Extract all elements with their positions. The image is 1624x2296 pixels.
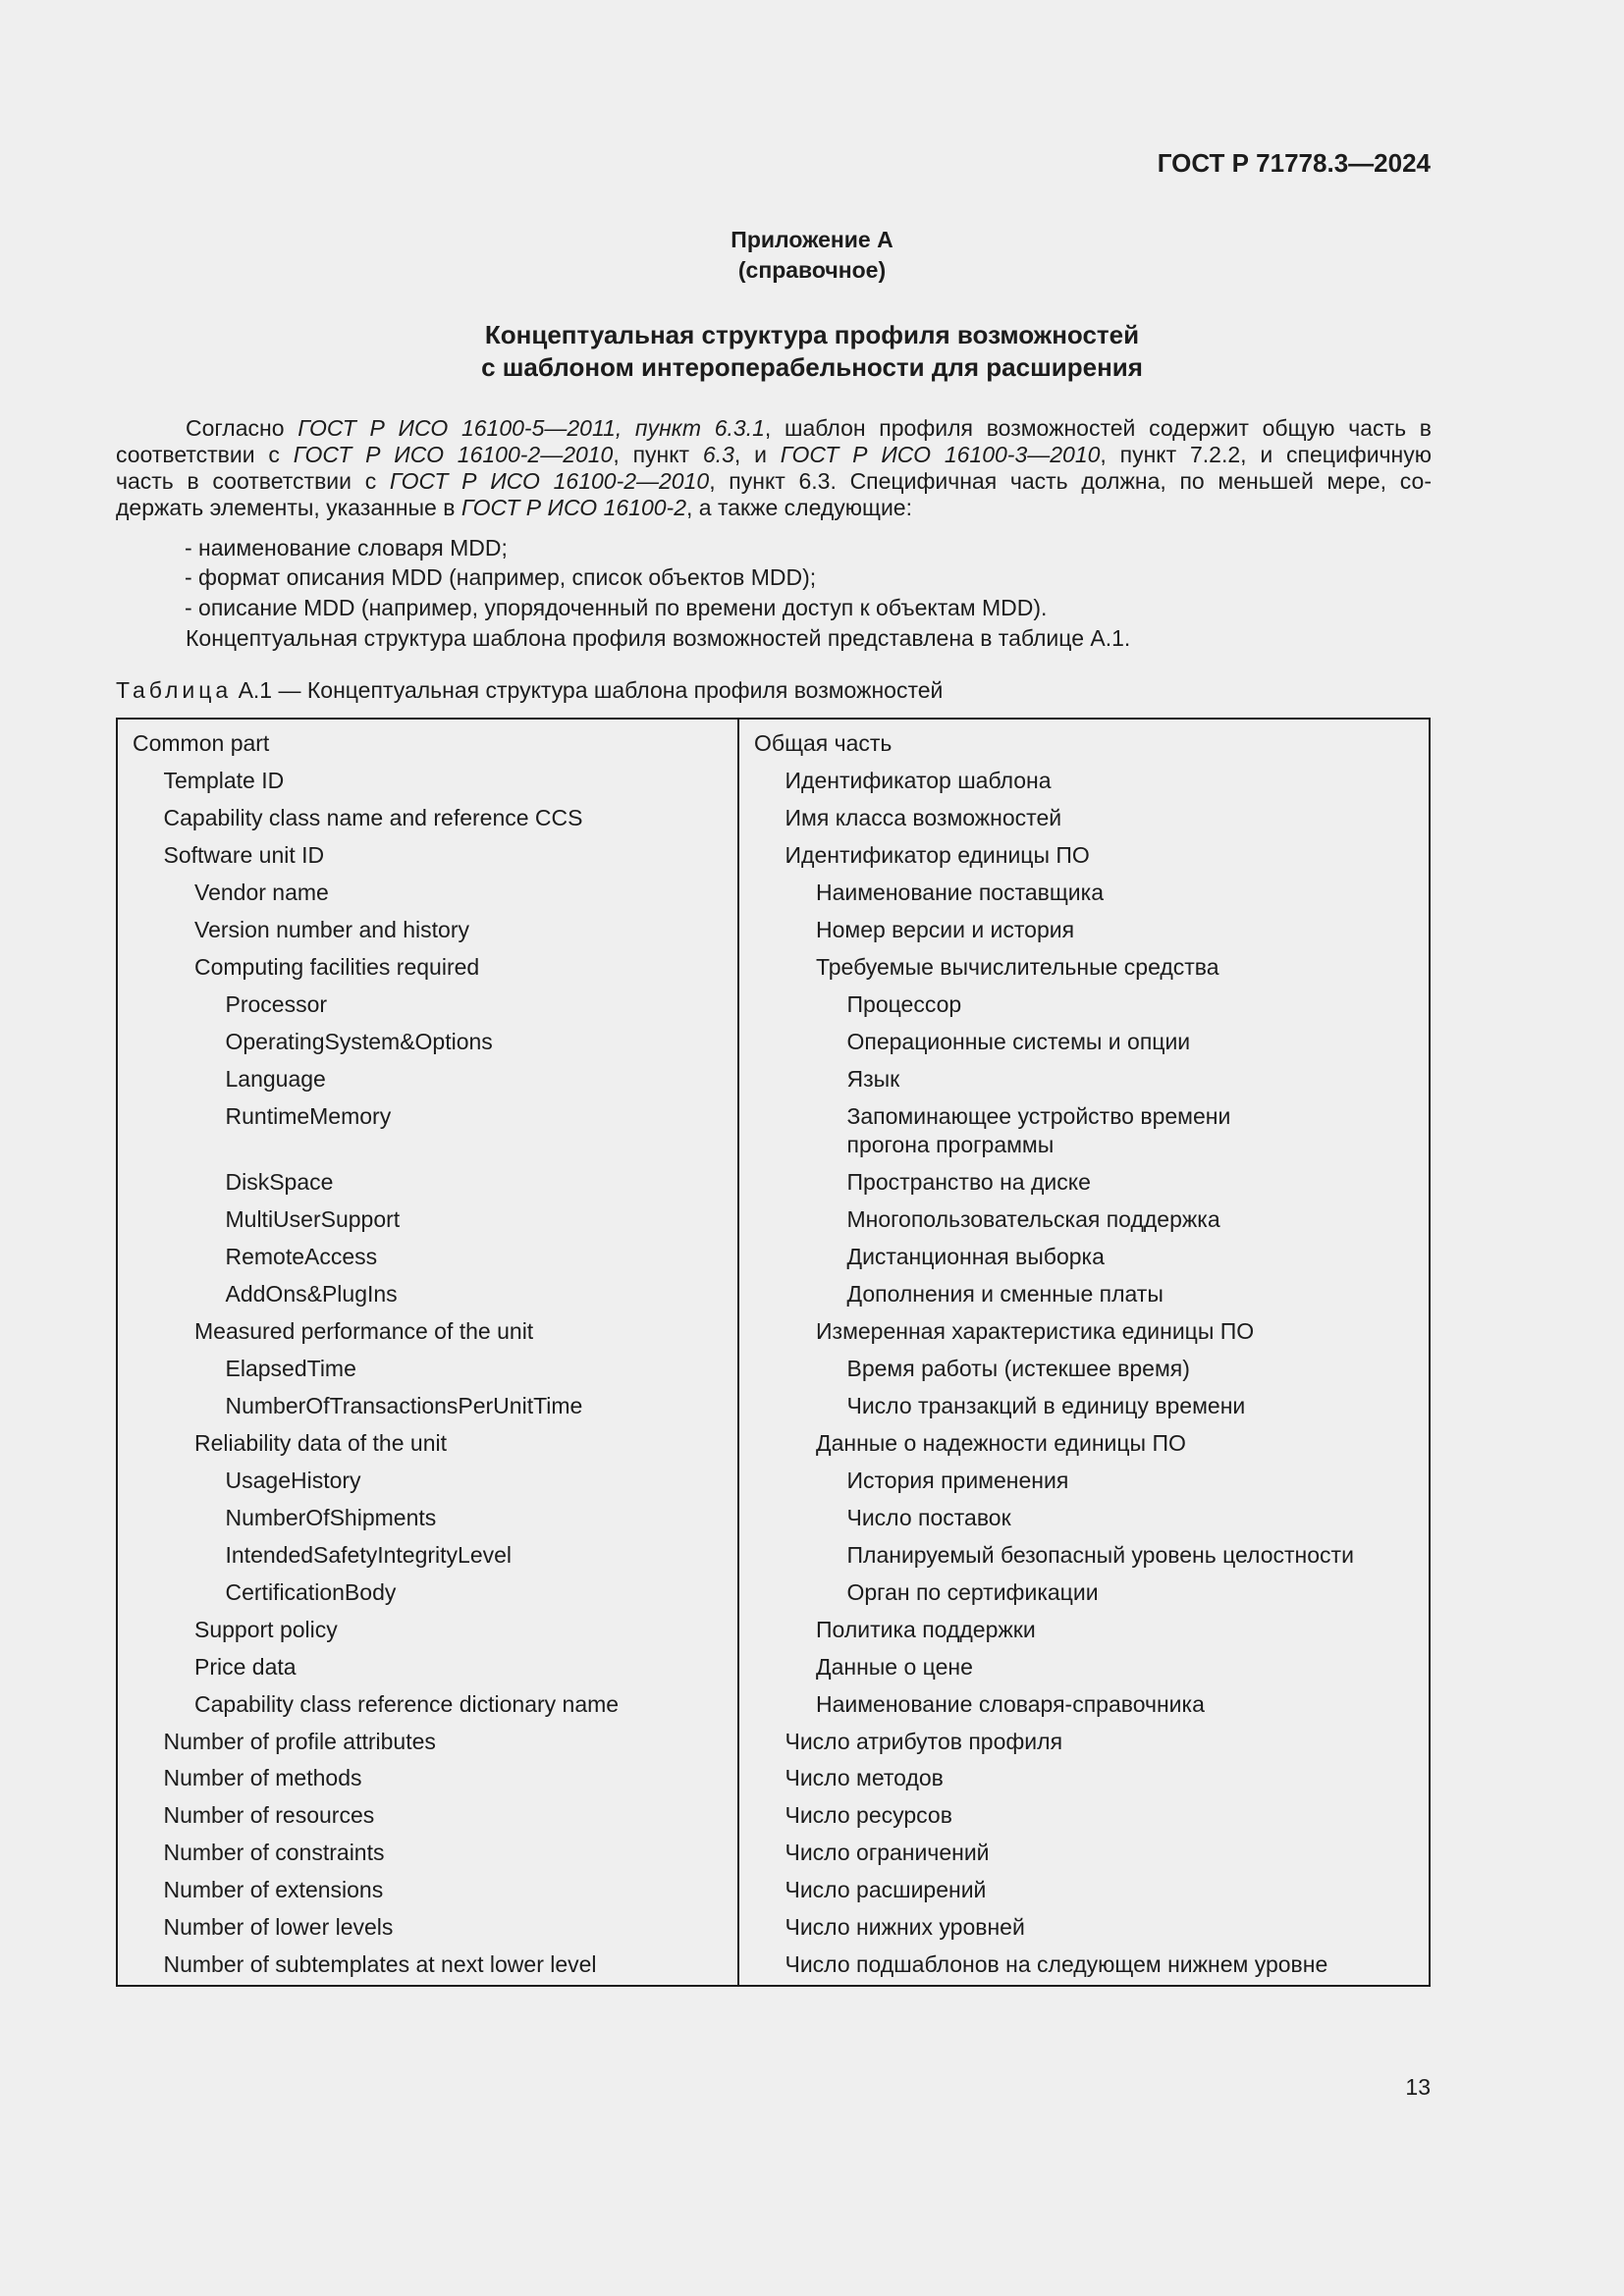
table-cell-ru: Число поставок xyxy=(846,1505,1011,1530)
table-cell-ru: Данные о надежности единицы ПО xyxy=(816,1430,1186,1456)
table-cell-ru: Планируемый безопасный уровень целостности xyxy=(846,1542,1354,1568)
table-cell-ru: Число ресурсов xyxy=(785,1802,952,1828)
table-cell-ru: Политика поддержки xyxy=(816,1617,1036,1642)
page-number: 13 xyxy=(1405,2074,1431,2100)
table-cell-ru: Наименование словаря-справочника xyxy=(816,1691,1205,1717)
table-cell-ru: Дистанционная выборка xyxy=(846,1244,1105,1269)
table-cell-en: Number of profile attributes xyxy=(163,1729,436,1754)
paragraph-1-line-2: соответствии с ГОСТ Р ИСО 16100-2—2010, пункт 6.3, и ГОСТ Р ИСО 16100-3—2010, пункт 7.2.2, и специфичную xyxy=(116,442,1432,467)
table-cell-en: Capability class name and reference CCS xyxy=(163,805,583,830)
annex-title: Приложение А xyxy=(731,227,893,252)
table-cell-en: Support policy xyxy=(194,1617,338,1642)
table-cell-en: UsageHistory xyxy=(225,1468,361,1493)
table-cell-en: Language xyxy=(225,1066,326,1092)
table-cell-en: NumberOfShipments xyxy=(225,1505,437,1530)
table-cell-ru: Число расширений xyxy=(785,1877,987,1902)
table-cell-en: RemoteAccess xyxy=(225,1244,378,1269)
table-cell-en: DiskSpace xyxy=(225,1169,334,1195)
annex-type: (справочное) xyxy=(737,257,887,283)
table-cell-en: Number of extensions xyxy=(163,1877,384,1902)
table-cell-en: AddOns&PlugIns xyxy=(225,1281,398,1307)
table-cell-en: IntendedSafetyIntegrityLevel xyxy=(225,1542,513,1568)
table-cell-ru: Операционные системы и опции xyxy=(846,1029,1191,1054)
table-cell-en: RuntimeMemory xyxy=(225,1103,392,1129)
table-cell-en: Template ID xyxy=(163,768,285,793)
table-cell-en: ElapsedTime xyxy=(225,1356,356,1381)
table-cell-en: Number of methods xyxy=(163,1765,362,1790)
table-cell-ru: Имя класса возможностей xyxy=(785,805,1062,830)
table-cell-en: NumberOfTransactionsPerUnitTime xyxy=(225,1393,583,1418)
list-item: - описание MDD (например, упорядоченный по времени доступ к объектам MDD). xyxy=(185,595,1048,620)
paragraph-2: Концептуальная структура шаблона профиля возможностей представлена в таблице А.1. xyxy=(186,625,1131,651)
table-cell-ru: Общая часть xyxy=(754,730,893,756)
table-cell-ru: Язык xyxy=(846,1066,900,1092)
table-cell-ru: Данные о цене xyxy=(816,1654,973,1680)
table-cell-ru: Число ограничений xyxy=(785,1840,990,1865)
table-cell-ru: Число нижних уровней xyxy=(785,1914,1025,1940)
table-cell-ru: Номер версии и история xyxy=(816,917,1075,942)
table-cell-en: Version number and history xyxy=(194,917,469,942)
table-cell-ru: Число методов xyxy=(785,1765,944,1790)
paragraph-1-line-3: часть в соответствии с ГОСТ Р ИСО 16100-2—2010, пункт 6.3. Специфичная часть должна, по меньшей мере, со- xyxy=(116,468,1432,494)
table-cell-en: MultiUserSupport xyxy=(225,1206,401,1232)
table-cell-en: CertificationBody xyxy=(225,1579,397,1605)
table-cell-en: Number of lower levels xyxy=(163,1914,394,1940)
table-cell-ru: Число подшаблонов на следующем нижнем уровне xyxy=(785,1951,1328,1977)
table-cell-en: Measured performance of the unit xyxy=(194,1318,534,1344)
table-cell-en: Capability class reference dictionary name xyxy=(194,1691,620,1717)
table-cell-ru: Наименование поставщика xyxy=(816,880,1104,905)
table-cell-en: Software unit ID xyxy=(163,842,325,868)
table-cell-ru: Процессор xyxy=(846,991,962,1017)
table-cell-en: Number of resources xyxy=(163,1802,375,1828)
table-cell-ru: История применения xyxy=(846,1468,1069,1493)
table-cell-ru: Число транзакций в единицу времени xyxy=(846,1393,1246,1418)
table-cell-en: Price data xyxy=(194,1654,297,1680)
table-cell-en: Number of subtemplates at next lower level xyxy=(163,1951,597,1977)
table-cell-en: OperatingSystem&Options xyxy=(225,1029,493,1054)
table-caption: Таблица А.1 — Концептуальная структура шаблона профиля возможностей xyxy=(116,677,944,703)
table-cell-ru: Требуемые вычислительные средства xyxy=(816,954,1219,980)
table-cell-ru: Идентификатор шаблона xyxy=(785,768,1052,793)
annex-heading-line-1: Концептуальная структура профиля возможностей xyxy=(484,320,1140,349)
table-cell-en: Computing facilities required xyxy=(194,954,480,980)
table-cell-ru: Пространство на диске xyxy=(846,1169,1091,1195)
table-column-divider xyxy=(737,718,739,1987)
table-cell-en: Reliability data of the unit xyxy=(194,1430,447,1456)
list-item: - наименование словаря MDD; xyxy=(185,535,508,561)
table-cell-en: Vendor name xyxy=(194,880,329,905)
table-cell-ru: Число атрибутов профиля xyxy=(785,1729,1063,1754)
standard-code: ГОСТ Р 71778.3—2024 xyxy=(1157,148,1431,178)
list-item: - формат описания MDD (например, список объектов MDD); xyxy=(185,564,817,590)
table-cell-ru: Дополнения и сменные платы xyxy=(846,1281,1164,1307)
table-cell-ru: Многопользовательская поддержка xyxy=(846,1206,1220,1232)
table-cell-en: Processor xyxy=(225,991,328,1017)
paragraph-1-line-4: держать элементы, указанные в ГОСТ Р ИСО 16100-2, а также следующие: xyxy=(116,495,912,520)
table-cell-ru: Время работы (истекшее время) xyxy=(846,1356,1190,1381)
table-cell-ru: Измеренная характеристика единицы ПО xyxy=(816,1318,1255,1344)
annex-heading-line-2: с шаблоном интероперабельности для расширения xyxy=(481,352,1143,382)
table-cell-ru: Орган по сертификации xyxy=(846,1579,1099,1605)
table-cell-ru-continuation: прогона программы xyxy=(846,1132,1055,1157)
structure-table xyxy=(116,718,1431,1987)
table-cell-ru: Идентификатор единицы ПО xyxy=(785,842,1090,868)
paragraph-1-line-1: Согласно ГОСТ Р ИСО 16100-5—2011, пункт 6.3.1, шаблон профиля возможностей содержит общую часть в xyxy=(186,415,1432,441)
table-cell-en: Common part xyxy=(133,730,270,756)
table-cell-en: Number of constraints xyxy=(163,1840,385,1865)
table-cell-ru: Запоминающее устройство времени xyxy=(846,1103,1231,1129)
